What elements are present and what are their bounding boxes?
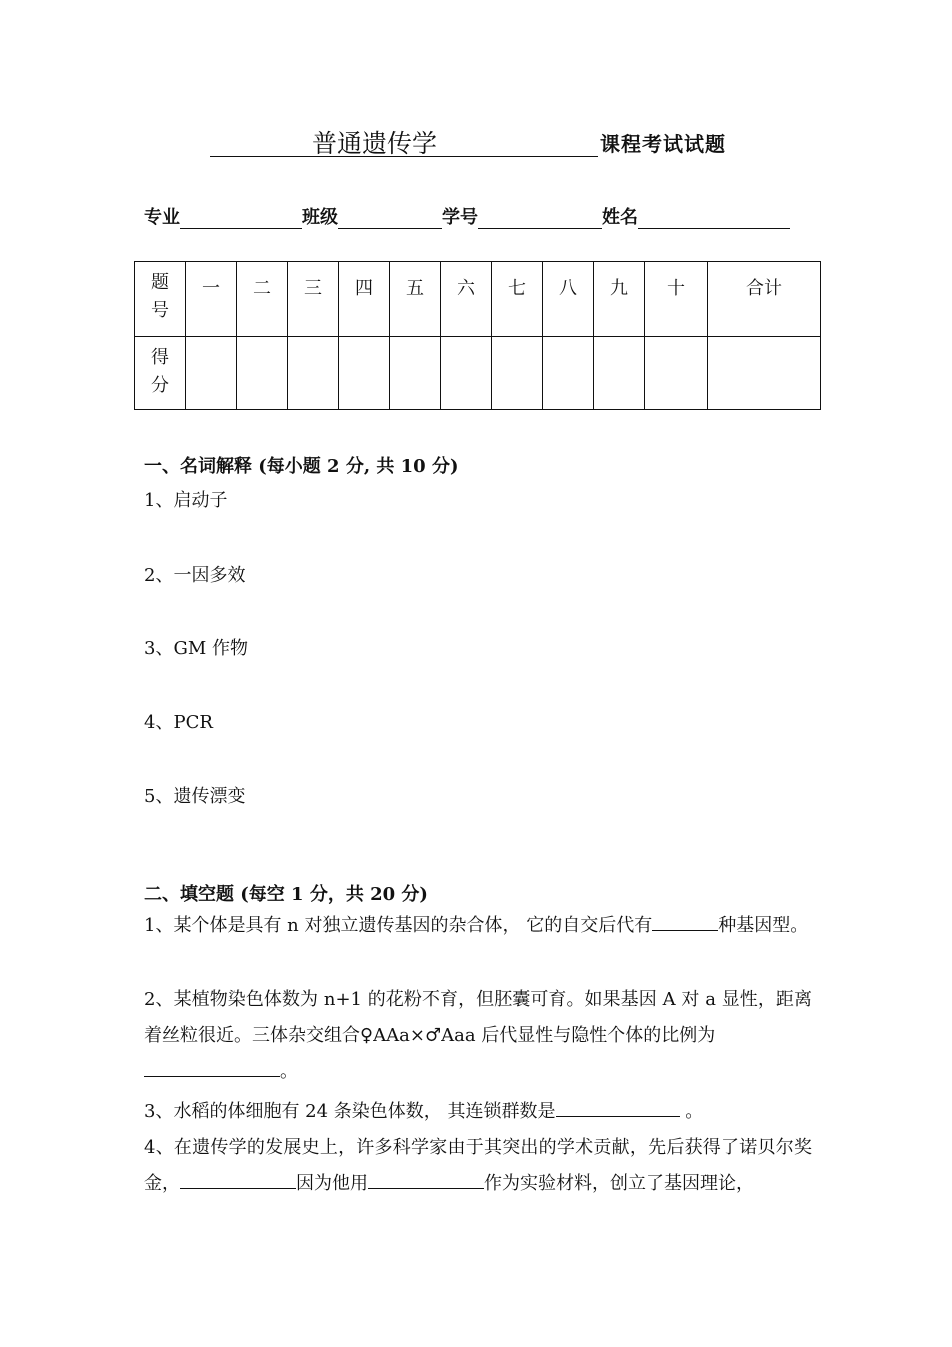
column-header: 七: [492, 262, 543, 337]
term-item: 2、一因多效: [144, 565, 246, 586]
column-header: 二: [237, 262, 288, 337]
column-header: 五: [390, 262, 441, 337]
student-id-label: 学号: [442, 207, 478, 228]
name-label: 姓名: [602, 207, 638, 228]
term-item: 4、PCR: [144, 712, 213, 733]
question-3: 3、水稻的体细胞有 24 条染色体数， 其连锁群数是 。: [144, 1094, 812, 1130]
column-header: 四: [339, 262, 390, 337]
section1-title: 一、名词解释 (每小题 2 分, 共 10 分): [144, 456, 459, 477]
column-header: 六: [441, 262, 492, 337]
student-info-row: [144, 203, 790, 229]
column-header: 九: [594, 262, 645, 337]
class-label: 班级: [302, 207, 338, 228]
section2-title: 二、填空题 (每空 1 分，共 20 分): [144, 884, 428, 905]
name-field[interactable]: [638, 206, 790, 229]
course-name: 普通遗传学: [312, 129, 438, 158]
question-4: 4、在遗传学的发展史上，许多科学家由于其突出的学术贡献，先后获得了诺贝尔奖金， 因为他用 作为实验材料，创立了基因理论，: [144, 1137, 812, 1194]
term-item: 5、遗传漂变: [144, 786, 246, 807]
score-cell[interactable]: [288, 337, 339, 410]
total-score-cell[interactable]: [708, 337, 821, 410]
question-number-header: 题 号: [135, 262, 186, 337]
answer-blank[interactable]: [652, 912, 718, 931]
question-2: 2、某植物染色体数为 n+1 的花粉不育，但胚囊可育。如果基因 A 对 a 显性，距离着丝粒很近。三体杂交组合♀AAa×♂Aaa 后代显性与隐性个体的比例为 。: [144, 989, 812, 1082]
score-cell[interactable]: [441, 337, 492, 410]
score-cell[interactable]: [543, 337, 594, 410]
score-header: 得 分: [135, 337, 186, 410]
score-row: [135, 337, 821, 410]
exam-title-suffix: 课程考试试题: [600, 132, 726, 156]
student-id-field[interactable]: [478, 206, 602, 229]
score-cell[interactable]: [186, 337, 237, 410]
term-item: 1、启动子: [144, 490, 228, 511]
score-cell[interactable]: [339, 337, 390, 410]
major-label: 专业: [144, 207, 180, 228]
score-cell[interactable]: [237, 337, 288, 410]
column-header: 八: [543, 262, 594, 337]
question-number-row: [135, 262, 821, 337]
answer-blank[interactable]: [180, 1170, 296, 1189]
answer-blank[interactable]: [368, 1170, 484, 1189]
column-header: 一: [186, 262, 237, 337]
answer-blank[interactable]: [144, 1058, 280, 1077]
answer-blank[interactable]: [556, 1098, 680, 1117]
class-field[interactable]: [338, 206, 442, 229]
score-table: [134, 261, 821, 410]
term-item: 3、GM 作物: [144, 638, 248, 659]
column-header: 十: [645, 262, 708, 337]
score-cell[interactable]: [390, 337, 441, 410]
column-header: 三: [288, 262, 339, 337]
score-cell[interactable]: [492, 337, 543, 410]
total-header: 合计: [708, 262, 821, 337]
major-field[interactable]: [180, 206, 302, 229]
question-1: 1、某个体是具有 n 对独立遗传基因的杂合体， 它的自交后代有 种基因型。: [144, 908, 812, 944]
score-cell[interactable]: [594, 337, 645, 410]
score-cell[interactable]: [645, 337, 708, 410]
